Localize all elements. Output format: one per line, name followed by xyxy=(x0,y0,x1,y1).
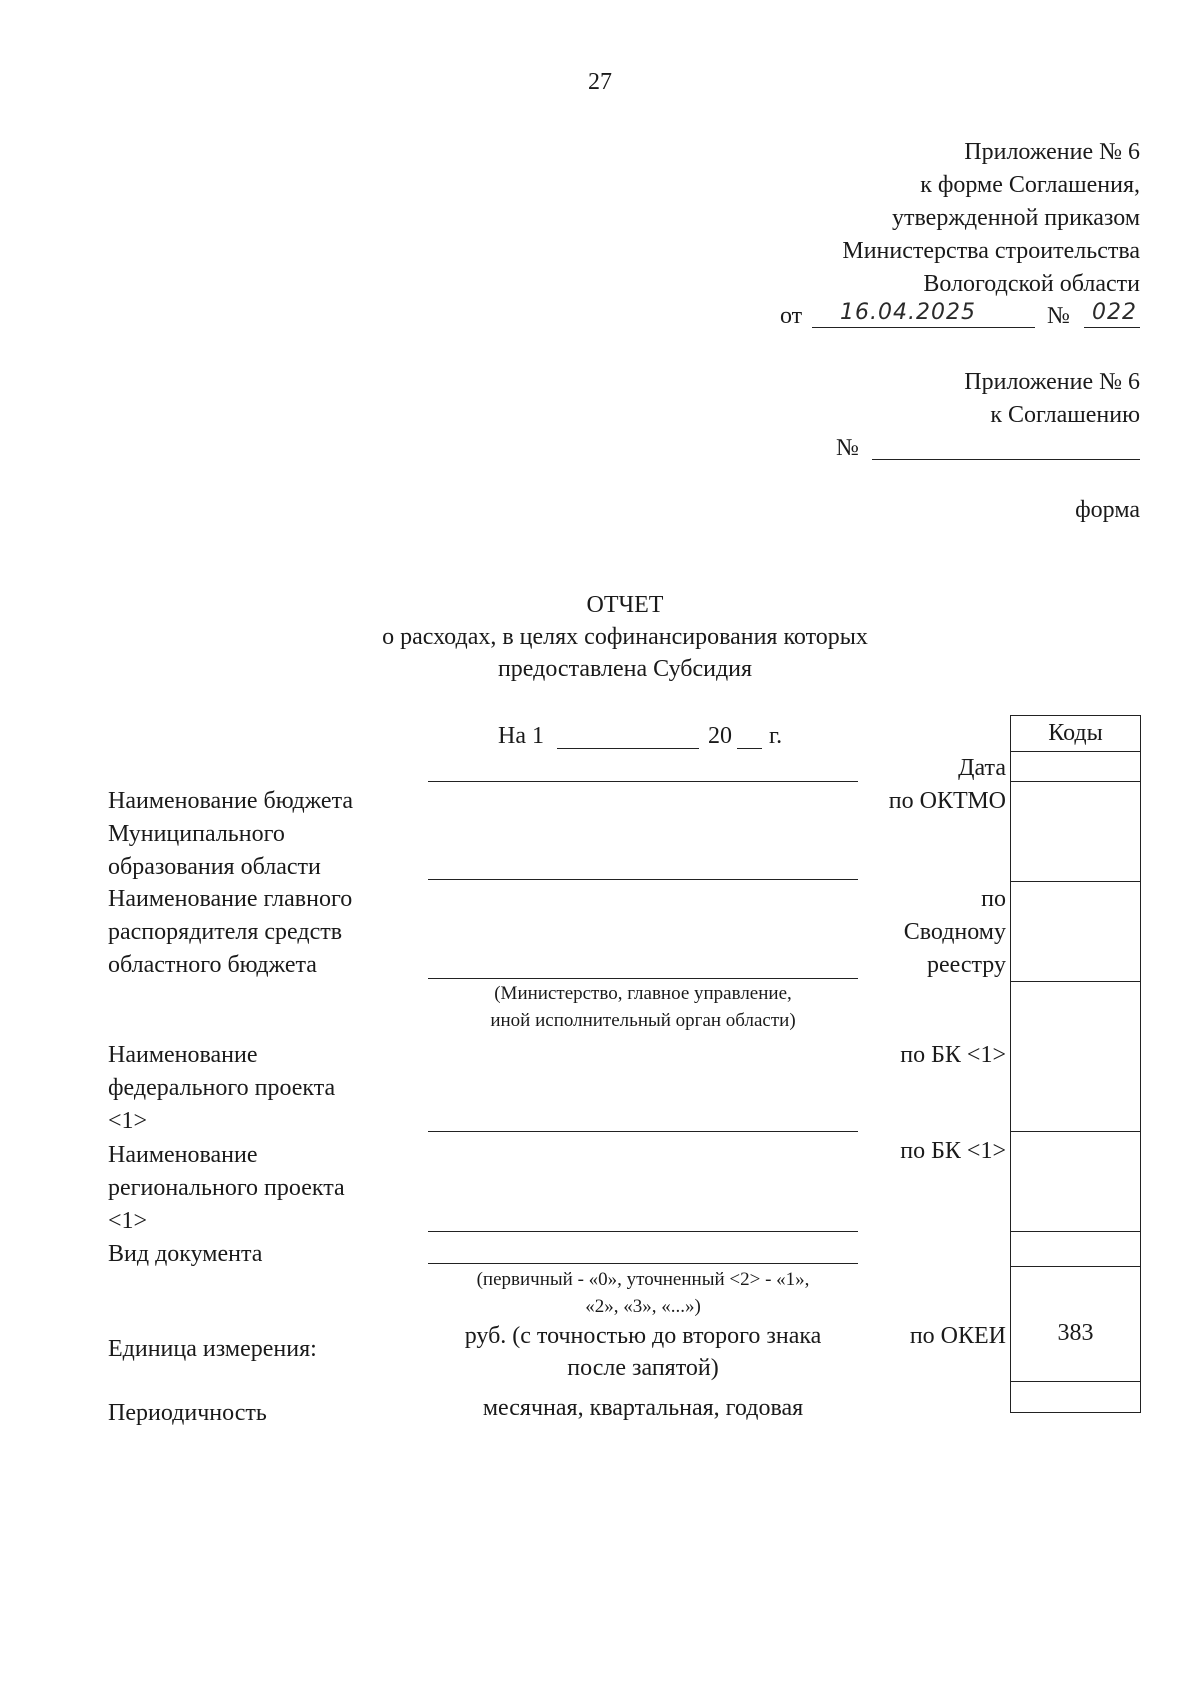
fill-line-date xyxy=(428,781,858,782)
appendix-form-line1: Приложение № 6 xyxy=(964,139,1140,165)
fill-line-regional xyxy=(428,1231,858,1232)
date-prefix: от xyxy=(780,303,803,329)
codes-row-divider xyxy=(1011,781,1140,782)
regional-label-3: <1> xyxy=(108,1208,148,1234)
unit-value-2: после запятой) xyxy=(567,1355,719,1381)
date-handwritten: 16.04.2025 xyxy=(840,300,976,325)
codes-row-divider xyxy=(1011,1381,1140,1382)
period-value: месячная, квартальная, годовая xyxy=(482,1395,804,1421)
codes-row-divider xyxy=(1011,1231,1140,1232)
codes-table xyxy=(1010,715,1141,1413)
fill-line-budget xyxy=(428,879,858,880)
agreement-number-prefix: № xyxy=(836,435,859,461)
gr-label-1: Наименование главного xyxy=(108,886,353,912)
fill-line-federal xyxy=(428,1131,858,1132)
code-label-okei: по ОКЕИ xyxy=(909,1323,1006,1349)
date-line-year-suffix: г. xyxy=(769,723,783,749)
code-label-svodny-1: по xyxy=(981,886,1006,912)
appendix-form-line2: к форме Соглашения, xyxy=(920,172,1140,198)
number-underline xyxy=(1084,327,1140,328)
unit-label: Единица измерения: xyxy=(108,1336,317,1362)
okei-code-value: 383 xyxy=(1057,1320,1094,1346)
fill-line-doc-type xyxy=(428,1263,858,1264)
budget-label-1: Наименование бюджета xyxy=(108,788,354,814)
codes-header: Коды xyxy=(1048,720,1103,746)
date-line-prefix: На 1 xyxy=(498,723,544,749)
agreement-number-underline xyxy=(872,459,1140,460)
date-line-year-blank xyxy=(737,748,762,749)
federal-label-1: Наименование xyxy=(108,1042,258,1068)
regional-label-1: Наименование xyxy=(108,1142,258,1168)
budget-label-3: образования области xyxy=(108,854,321,880)
federal-label-3: <1> xyxy=(108,1108,148,1134)
date-underline xyxy=(812,327,1035,328)
codes-row-divider xyxy=(1011,981,1140,982)
gr-label-2: распорядителя средств xyxy=(108,919,343,945)
code-label-oktmo: по ОКТМО xyxy=(888,788,1006,814)
code-label-date: Дата xyxy=(958,755,1006,781)
date-line-blank xyxy=(557,748,699,749)
report-subtitle-line2: предоставлена Субсидия xyxy=(497,656,753,682)
budget-label-2: Муниципального xyxy=(108,821,285,847)
doc-type-hint-1: (первичный - «0», уточненный <2> - «1», xyxy=(476,1269,810,1290)
code-label-svodny-2: Сводному xyxy=(903,919,1006,945)
page-number: 27 xyxy=(588,69,612,95)
gr-hint-2: иной исполнительный орган области) xyxy=(490,1010,796,1031)
report-subtitle-line1: о расходах, в целях софинансирования которых xyxy=(382,624,868,650)
fill-line-gr xyxy=(428,978,858,979)
codes-row-divider xyxy=(1011,881,1140,882)
codes-row-divider xyxy=(1011,1131,1140,1132)
appendix-form-line4: Министерства строительства xyxy=(842,238,1140,264)
form-label: форма xyxy=(1075,497,1140,523)
date-line-year-prefix: 20 xyxy=(708,723,732,749)
codes-row-divider xyxy=(1011,751,1140,752)
code-label-bk-regional: по БК <1> xyxy=(900,1138,1006,1164)
federal-label-2: федерального проекта xyxy=(108,1075,336,1101)
doc-type-hint-2: «2», «3», «...») xyxy=(585,1296,701,1317)
number-handwritten: 022 xyxy=(1092,300,1137,325)
regional-label-2: регионального проекта xyxy=(108,1175,345,1201)
codes-row-divider xyxy=(1011,1266,1140,1267)
appendix-agreement-line1: Приложение № 6 xyxy=(964,369,1140,395)
report-title: ОТЧЕТ xyxy=(586,592,664,618)
period-label: Периодичность xyxy=(108,1400,267,1426)
code-label-bk-federal: по БК <1> xyxy=(900,1042,1006,1068)
appendix-form-line3: утвержденной приказом xyxy=(891,205,1140,231)
number-prefix: № xyxy=(1047,303,1070,329)
appendix-agreement-line2: к Соглашению xyxy=(990,402,1140,428)
gr-hint-1: (Министерство, главное управление, xyxy=(494,983,792,1004)
code-label-svodny-3: реестру xyxy=(926,952,1006,978)
doc-type-label: Вид документа xyxy=(108,1241,263,1267)
gr-label-3: областного бюджета xyxy=(108,952,317,978)
unit-value-1: руб. (с точностью до второго знака xyxy=(464,1323,822,1349)
appendix-form-line5: Вологодской области xyxy=(923,271,1140,297)
